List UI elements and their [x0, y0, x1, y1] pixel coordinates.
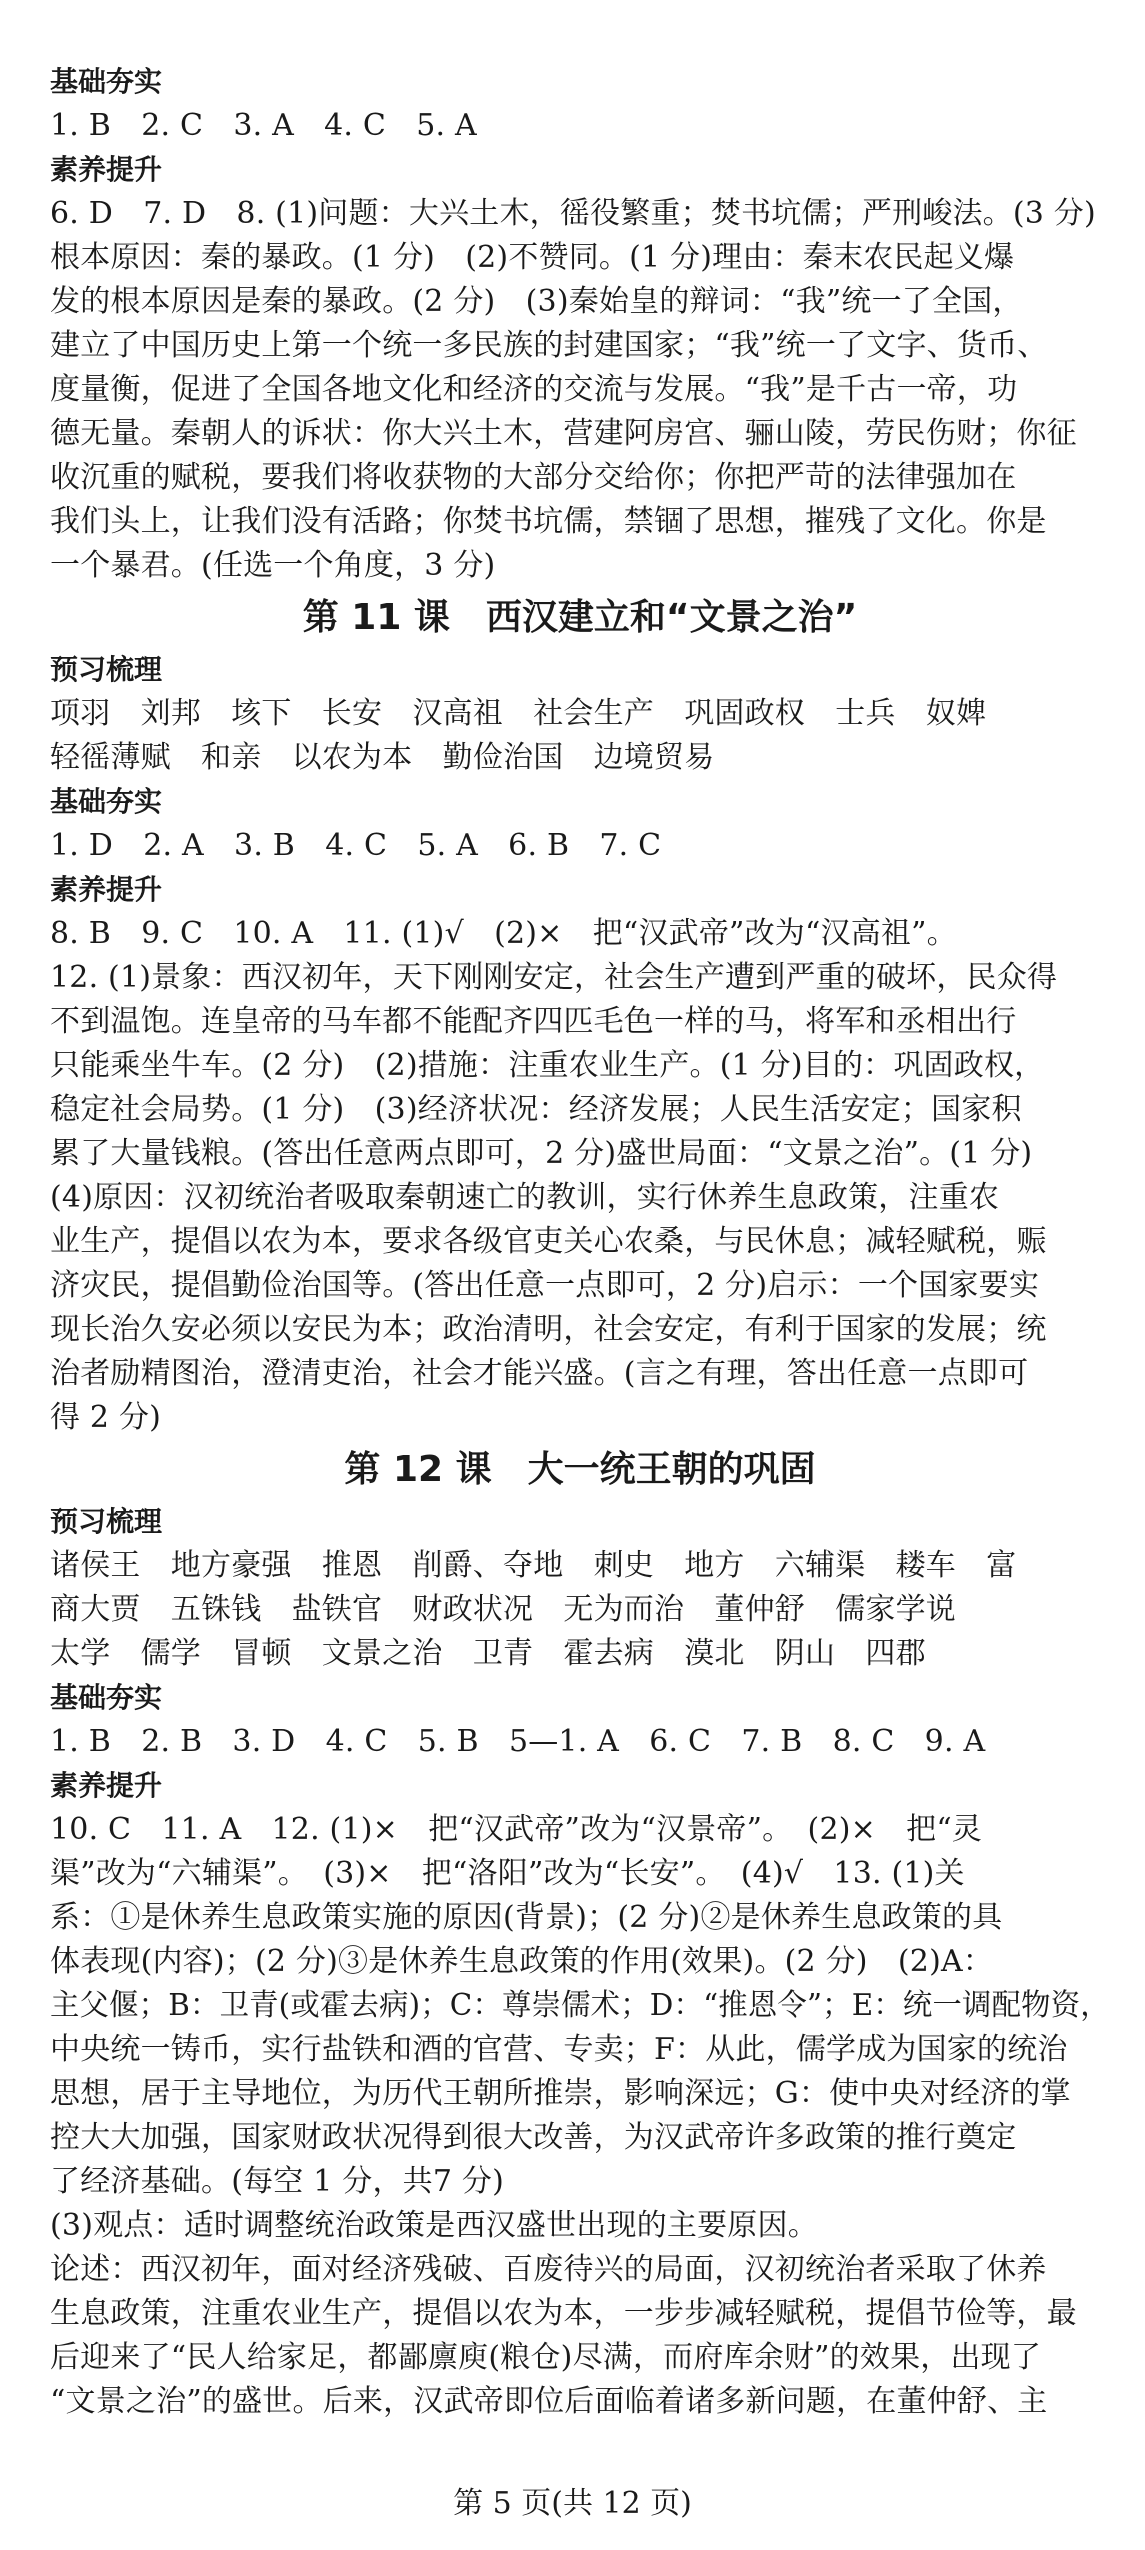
- section-heading-basic: 基础夯实: [50, 1681, 163, 1714]
- answer-line: 收沉重的赋税，要我们将收获物的大部分交给你；你把严苛的法律强加在: [50, 460, 1017, 495]
- answer-line: 治者励精图治，澄清吏治，社会才能兴盛。(言之有理，答出任意一点即可: [50, 1356, 1029, 1391]
- answer-line: 现长治久安必须以安民为本；政治清明，社会安定，有利于国家的发展；统: [50, 1312, 1047, 1347]
- answer-line: 累了大量钱粮。(答出任意两点即可，2 分)盛世局面：“文景之治”。(1 分): [50, 1136, 1033, 1171]
- preview-line: 诸侯王 地方豪强 推恩 削爵、夺地 刺史 地方 六辅渠 耧车 富: [50, 1548, 1017, 1583]
- section-heading-preview: 预习梳理: [50, 1505, 163, 1538]
- answer-line: 后迎来了“民人给家足，都鄙廪庾(粮仓)尽满，而府库余财”的效果，出现了: [50, 2340, 1042, 2375]
- answer-line: 中央统一铸币，实行盐铁和酒的官营、专卖；F：从此，儒学成为国家的统治: [50, 2032, 1068, 2067]
- answer-line: 我们头上，让我们没有活路；你焚书坑儒，禁锢了思想，摧残了文化。你是: [50, 504, 1047, 539]
- answer-line: 只能乘坐牛车。(2 分) (2)措施：注重农业生产。(1 分)目的：巩固政权，: [50, 1048, 1045, 1083]
- answer-line: (3)观点：适时调整统治政策是西汉盛世出现的主要原因。: [50, 2208, 818, 2243]
- answer-page: [50, 60, 1110, 2424]
- answer-line: 主父偃；B：卫青(或霍去病)；C：尊崇儒术；D：“推恩令”；E：统一调配物资，: [50, 1988, 1110, 2023]
- answer-line: 6. D 7. D 8. (1)问题：大兴土木，徭役繁重；焚书坑儒；严刑峻法。(3 分): [50, 196, 1096, 231]
- answer-line: 生息政策，注重农业生产，提倡以农为本，一步步减轻赋税，提倡节俭等，最: [50, 2296, 1077, 2331]
- answer-line: 度量衡，促进了全国各地文化和经济的交流与发展。“我”是千古一帝，功: [50, 372, 1018, 407]
- preview-line: 项羽 刘邦 垓下 长安 汉高祖 社会生产 巩固政权 士兵 奴婢: [50, 696, 987, 731]
- answer-line: 12. (1)景象：西汉初年，天下刚刚安定，社会生产遭到严重的破坏，民众得: [50, 960, 1058, 995]
- answer-block: [50, 192, 1110, 588]
- page-number: 第 5 页(共 12 页): [453, 2486, 692, 2521]
- preview-line: 轻徭薄赋 和亲 以农为本 勤俭治国 边境贸易: [50, 740, 715, 775]
- answer-line: 1. B 2. B 3. D 4. C 5. B 5—1. A 6. C 7. B 8. C 9. A: [50, 1724, 986, 1759]
- preview-line: 太学 儒学 冒顿 文景之治 卫青 霍去病 漠北 阴山 四郡: [50, 1636, 926, 1671]
- answer-line: 发的根本原因是秦的暴政。(2 分) (3)秦始皇的辩词：“我”统一了全国，: [50, 284, 1023, 319]
- section-heading-basic: 基础夯实: [50, 785, 163, 818]
- section-heading-improve: 素养提升: [50, 153, 163, 186]
- answer-line: 稳定社会局势。(1 分) (3)经济状况：经济发展；人民生活安定；国家积: [50, 1092, 1022, 1127]
- answer-line: 1. D 2. A 3. B 4. C 5. A 6. B 7. C: [50, 828, 662, 863]
- lesson-title: 第 11 课 西汉建立和“文景之治”: [302, 597, 858, 638]
- answer-line: 建立了中国历史上第一个统一多民族的封建国家；“我”统一了文字、货币、: [50, 328, 1048, 363]
- answer-line: 思想，居于主导地位，为历代王朝所推崇，影响深远；G：使中央对经济的掌: [50, 2076, 1071, 2111]
- section-heading-improve: 素养提升: [50, 1769, 163, 1802]
- section-heading-basic: 基础夯实: [50, 65, 163, 98]
- answer-block: [50, 1808, 1110, 2424]
- answer-block: [50, 912, 1110, 1440]
- section-heading-preview: 预习梳理: [50, 653, 163, 686]
- answer-line: 了经济基础。(每空 1 分，共7 分): [50, 2164, 504, 2199]
- lesson-title: 第 12 课 大一统王朝的巩固: [344, 1449, 816, 1490]
- answer-line: 渠”改为“六辅渠”。 (3)× 把“洛阳”改为“长安”。 (4)√ 13. (1)关: [50, 1856, 965, 1891]
- answer-line: “文景之治”的盛世。后来，汉武帝即位后面临着诸多新问题，在董仲舒、主: [50, 2384, 1048, 2419]
- preview-line: 商大贾 五铢钱 盐铁官 财政状况 无为而治 董仲舒 儒家学说: [50, 1592, 956, 1627]
- answer-line: 10. C 11. A 12. (1)× 把“汉武帝”改为“汉景帝”。 (2)× 把“灵: [50, 1812, 983, 1847]
- answer-line: 控大大加强，国家财政状况得到很大改善，为汉武帝许多政策的推行奠定: [50, 2120, 1017, 2155]
- answer-line: 济灾民，提倡勤俭治国等。(答出任意一点即可，2 分)启示：一个国家要实: [50, 1268, 1040, 1303]
- answer-line: 根本原因：秦的暴政。(1 分) (2)不赞同。(1 分)理由：秦末农民起义爆: [50, 240, 1015, 275]
- answer-line: 不到温饱。连皇帝的马车都不能配齐四匹毛色一样的马，将军和丞相出行: [50, 1004, 1017, 1039]
- answer-line: 业生产，提倡以农为本，要求各级官吏关心农桑，与民休息；减轻赋税，赈: [50, 1224, 1047, 1259]
- answer-line: 论述：西汉初年，面对经济残破、百废待兴的局面，汉初统治者采取了休养: [50, 2252, 1047, 2287]
- answer-line: (4)原因：汉初统治者吸取秦朝速亡的教训，实行休养生息政策，注重农: [50, 1180, 1000, 1215]
- section-heading-improve: 素养提升: [50, 873, 163, 906]
- answer-line: 1. B 2. C 3. A 4. C 5. A: [50, 108, 477, 143]
- answer-line: 德无量。秦朝人的诉状：你大兴土木，营建阿房宫、骊山陵，劳民伤财；你征: [50, 416, 1077, 451]
- answer-line: 系：①是休养生息政策实施的原因(背景)；(2 分)②是休养生息政策的具: [50, 1900, 1003, 1935]
- answer-line: 8. B 9. C 10. A 11. (1)√ (2)× 把“汉武帝”改为“汉高祖”。: [50, 916, 957, 951]
- answer-line: 体表现(内容)；(2 分)③是休养生息政策的作用(效果)。(2 分) (2)A：: [50, 1944, 994, 1979]
- answer-line: 得 2 分): [50, 1400, 162, 1435]
- answer-line: 一个暴君。(任选一个角度，3 分): [50, 548, 496, 583]
